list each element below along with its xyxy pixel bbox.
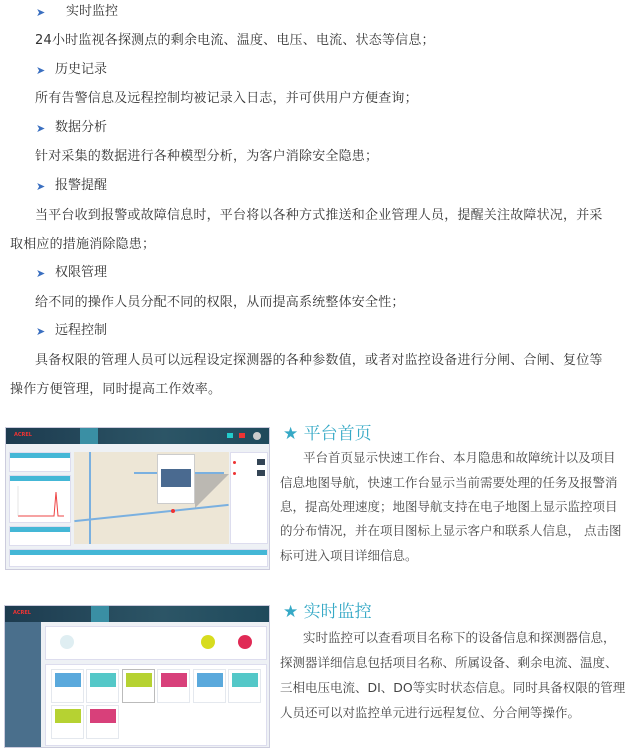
device-card[interactable] [51,705,84,739]
user-avatar [253,432,261,440]
feature-title: 实时监控 [66,4,119,19]
arrow-right-icon: ➤ [36,180,46,193]
feature-title: 权限管理 [55,265,108,280]
feature-desc: 24小时监视各探测点的剩余电流、温度、电压、电流、状态等信息； [35,33,435,48]
section-text: 信息地图导航，快速工作台显示当前需要处理的任务及报警消 [280,475,618,490]
section-heading-realtime-monitor [283,602,372,622]
section-text: 人员还可以对监控单元进行远程复位、分合闸等操作。 [280,705,581,720]
feature-desc: 具备权限的管理人员可以远程设定探测器的各种参数值，或者对监控设备进行分闸、合闸、复位等 [35,353,603,368]
feature-title: 报警提醒 [55,178,108,193]
section-text: 标可进入项目详细信息。 [280,548,418,563]
device-card[interactable] [157,669,190,703]
device-card[interactable] [86,669,119,703]
arrow-right-icon: ➤ [36,6,46,19]
screenshot-logo: ACREL [14,432,32,438]
feature-title: 历史记录 [55,62,108,77]
nav-tab [91,606,109,622]
feature-title: 远程控制 [55,323,108,338]
device-card[interactable] [193,669,226,703]
bottom-panel [9,549,268,567]
feature-desc: 所有告警信息及远程控制均被记录入日志，并可供用户方便查询； [35,91,418,106]
section-text: 实时监控可以查看项目名称下的设备信息和探测器信息， [303,630,616,645]
fault-panel [9,526,71,546]
screenshot-logo: ACREL [13,610,31,616]
device-card[interactable] [122,669,155,703]
section-text: 平台首页显示快速工作台、本月隐患和故障统计以及项目 [303,450,616,465]
platform-home-screenshot [5,427,270,570]
device-card[interactable] [86,705,119,739]
feature-title: 数据分析 [55,120,108,135]
feature-desc: 针对采集的数据进行各种模型分析，为客户消除安全隐患； [35,149,379,164]
section-heading-platform-home [283,424,372,444]
stats-line-chart [12,482,72,522]
alarm-badge [239,433,245,438]
section-text: 的分布情况，并在项目图标上显示客户和联系人信息， 点击图 [280,523,622,538]
feature-desc: 给不同的操作人员分配不同的权限，从而提高系统整体安全性； [35,295,405,310]
device-card[interactable] [51,669,84,703]
section-text: 息，提高处理速度；地图导航支持在电子地图上显示监控项目 [280,499,618,514]
arrow-right-icon: ➤ [36,325,46,338]
feature-desc: 操作方便管理，同时提高工作效率。 [10,382,222,397]
realtime-monitor-screenshot [4,605,270,748]
map-pin-icon[interactable] [171,509,175,513]
feature-desc: 当平台收到报警或故障信息时，平台将以各种方式推送和企业管理人员，提醒关注故障状况，并采 [35,208,603,223]
star-icon: ★ [283,602,299,622]
screenshot-topbar [5,606,269,622]
section-text: 三相电压电流、DI、DO等实时状态信息。同时具备权限的管理 [280,680,626,695]
device-grid-panel [45,664,267,746]
warning-count-icon [201,635,215,649]
notice-badge [227,433,233,438]
project-avatar [60,635,74,649]
workbench-panel [9,452,71,472]
arrow-right-icon: ➤ [36,64,46,77]
section-title: 实时监控 [303,602,372,622]
project-info-panel [45,626,267,660]
section-text: 探测器详细信息包括项目名称、所属设备、剩余电流、温度、 [280,655,618,670]
stats-chart-panel [9,475,71,523]
map-view[interactable] [74,452,229,544]
project-list-panel [230,452,268,544]
star-icon: ★ [283,424,299,444]
sidebar-tree [5,622,41,748]
alarm-count-icon [238,635,252,649]
section-title: 平台首页 [303,424,372,444]
arrow-right-icon: ➤ [36,122,46,135]
screenshot-topbar [6,428,269,444]
nav-tab [80,428,98,444]
feature-desc: 取相应的措施消除隐患； [10,237,156,252]
device-card[interactable] [228,669,261,703]
map-popup [157,454,195,504]
arrow-right-icon: ➤ [36,267,46,280]
